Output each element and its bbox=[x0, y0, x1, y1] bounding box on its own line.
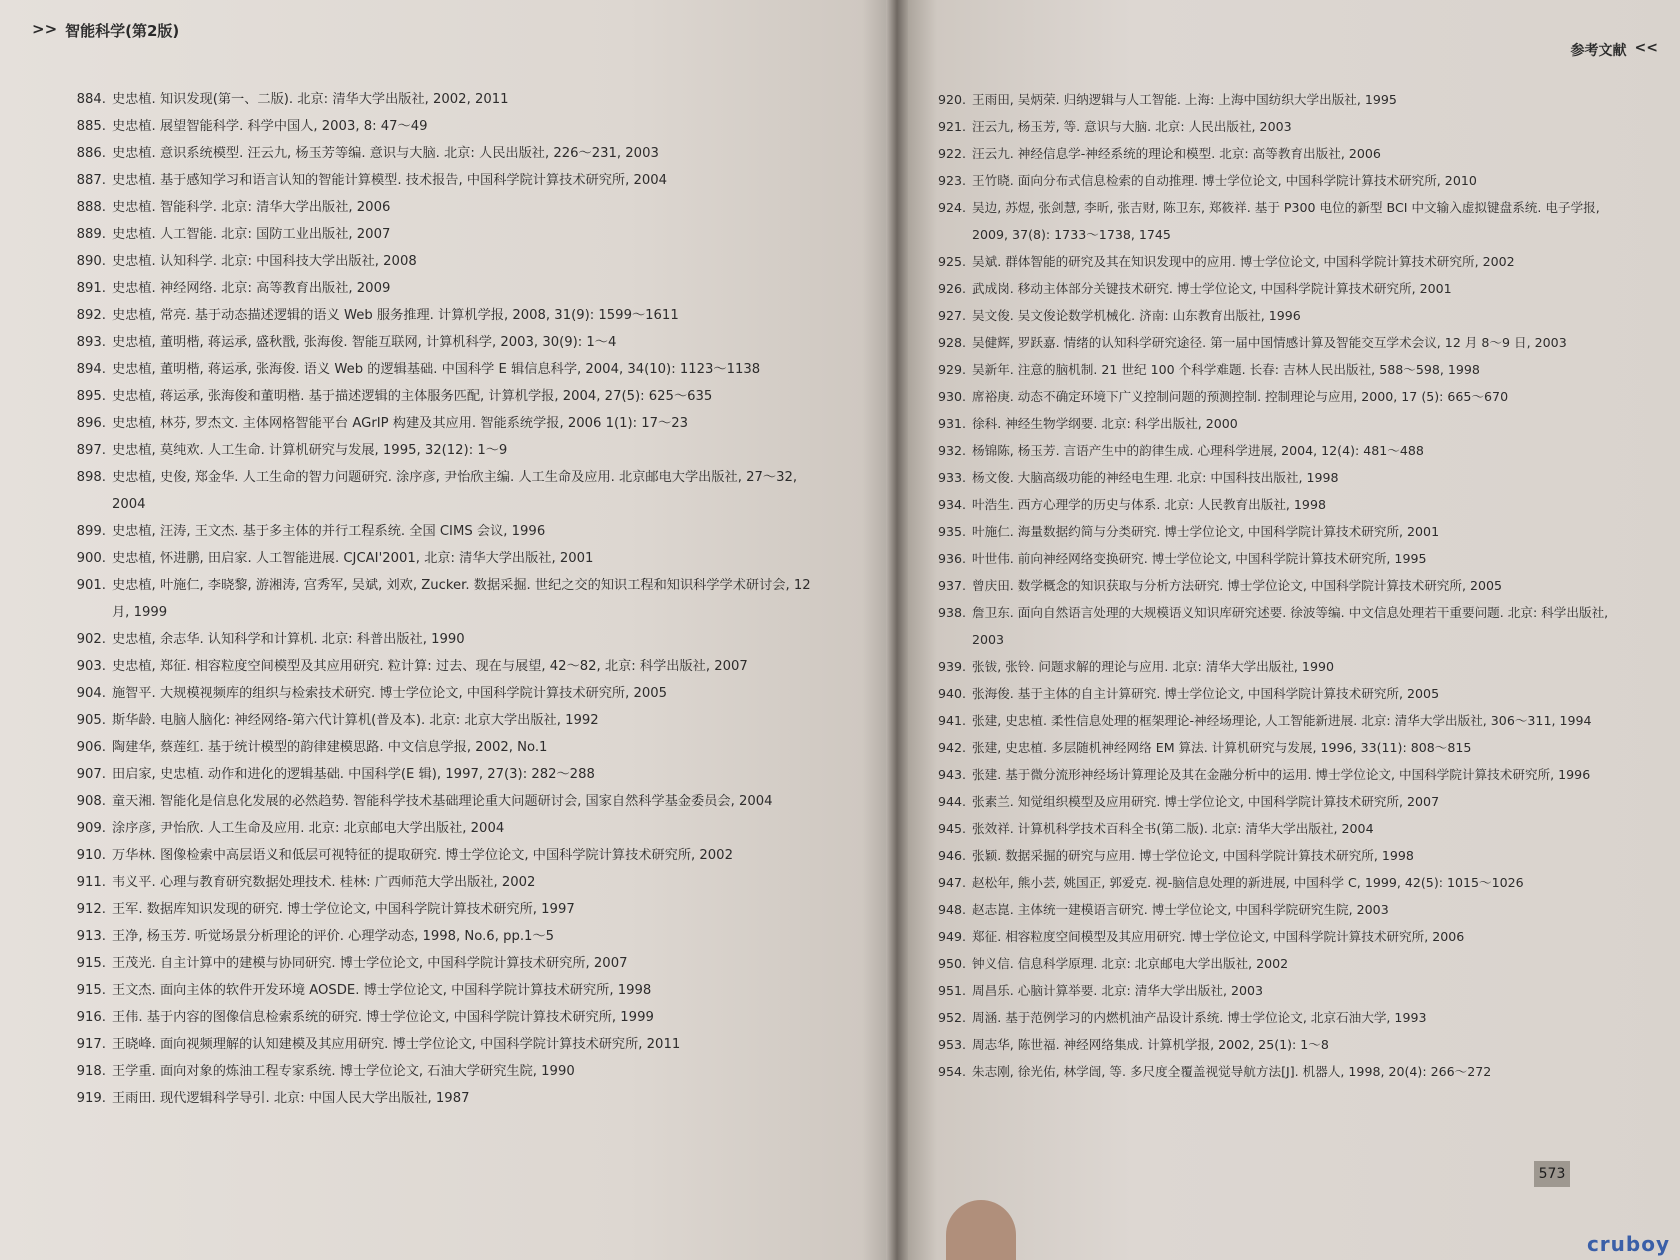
reference-number: 907. bbox=[76, 767, 106, 782]
reference-entry bbox=[62, 572, 822, 626]
reference-number: 941. bbox=[937, 713, 966, 728]
reference-text: 吴健辉, 罗跃嘉. 情绪的认知科学研究途径. 第一届中国情感计算及智能交互学术会议, 12 月 8～9 日, 2003 bbox=[972, 335, 1567, 350]
reference-number: 935. bbox=[937, 524, 966, 539]
reference-entry bbox=[928, 113, 1628, 140]
reference-entry bbox=[62, 410, 822, 437]
reference-text: 斯华龄. 电脑人脑化: 神经网络-第六代计算机(普及本). 北京: 北京大学出版社, 1992 bbox=[112, 713, 599, 728]
reference-number: 902. bbox=[76, 632, 106, 647]
reference-entry bbox=[62, 437, 822, 464]
reference-entry bbox=[928, 464, 1628, 491]
reference-text: 席裕庚. 动态不确定环境下广义控制问题的预测控制. 控制理论与应用, 2000, 17 (5): 665～670 bbox=[972, 389, 1509, 404]
reference-number: 890. bbox=[76, 254, 106, 269]
reference-text: 周涵. 基于范例学习的内燃机油产品设计系统. 博士学位论文, 北京石油大学, 1993 bbox=[972, 1010, 1427, 1025]
reference-entry bbox=[928, 788, 1628, 815]
reference-text: 王茂光. 自主计算中的建模与协同研究. 博士学位论文, 中国科学院计算技术研究所, 2007 bbox=[112, 956, 628, 971]
reference-number: 891. bbox=[76, 281, 106, 296]
reference-text: 汪云九, 杨玉芳, 等. 意识与大脑. 北京: 人民出版社, 2003 bbox=[972, 119, 1292, 134]
reference-number: 899. bbox=[76, 524, 106, 539]
reference-number: 928. bbox=[937, 335, 966, 350]
reference-text: 史忠植. 展望智能科学. 科学中国人, 2003, 8: 47～49 bbox=[112, 119, 428, 134]
reference-text: 史忠植, 怀进鹏, 田启家. 人工智能进展. CJCAI'2001, 北京: 清华大学出版社, 2001 bbox=[112, 551, 594, 566]
reference-number: 887. bbox=[76, 173, 106, 188]
reference-entry bbox=[928, 383, 1628, 410]
reference-text: 张建. 基于微分流形神经场计算理论及其在金融分析中的运用. 博士学位论文, 中国科学院计算技术研究所, 1996 bbox=[972, 767, 1591, 782]
reference-text: 王军. 数据库知识发现的研究. 博士学位论文, 中国科学院计算技术研究所, 1997 bbox=[112, 902, 575, 917]
reference-number: 924. bbox=[937, 200, 966, 215]
reference-entry bbox=[928, 140, 1628, 167]
reference-entry bbox=[62, 1004, 822, 1031]
reference-text: 赵松年, 熊小芸, 姚国正, 郭爱克. 视-脑信息处理的新进展, 中国科学 C, 1999, 42(5): 1015～1026 bbox=[972, 875, 1524, 890]
reference-text: 史忠植, 林芬, 罗杰文. 主体网格智能平台 AGrIP 构建及其应用. 智能系统学报, 2006 1(1): 17～23 bbox=[112, 416, 689, 431]
reference-number: 930. bbox=[937, 389, 966, 404]
reference-entry bbox=[62, 356, 822, 383]
reference-entry bbox=[62, 1058, 822, 1085]
watermark: cruboy bbox=[1586, 1232, 1670, 1256]
reference-number: 895. bbox=[76, 389, 106, 404]
reference-number: 915. bbox=[76, 983, 106, 998]
reference-entry bbox=[928, 1058, 1628, 1085]
reference-entry bbox=[62, 194, 822, 221]
reference-entry bbox=[928, 1031, 1628, 1058]
reference-entry bbox=[928, 815, 1628, 842]
reference-text: 叶世伟. 前向神经网络变换研究. 博士学位论文, 中国科学院计算技术研究所, 1995 bbox=[972, 551, 1427, 566]
reference-text: 史忠植. 神经网络. 北京: 高等教育出版社, 2009 bbox=[112, 281, 391, 296]
reference-number: 925. bbox=[937, 254, 966, 269]
reference-number: 918. bbox=[76, 1064, 106, 1079]
reference-entry bbox=[928, 842, 1628, 869]
reference-entry bbox=[62, 1085, 822, 1112]
reference-number: 944. bbox=[937, 794, 966, 809]
reference-text: 汪云九. 神经信息学-神经系统的理论和模型. 北京: 高等教育出版社, 2006 bbox=[972, 146, 1381, 161]
reference-number: 950. bbox=[937, 956, 966, 971]
reference-text: 叶浩生. 西方心理学的历史与体系. 北京: 人民教育出版社, 1998 bbox=[972, 497, 1326, 512]
reference-number: 931. bbox=[937, 416, 966, 431]
reference-number: 905. bbox=[76, 713, 106, 728]
header-left-mark: >> bbox=[32, 20, 58, 38]
reference-text: 徐科. 神经生物学纲要. 北京: 科学出版社, 2000 bbox=[972, 416, 1238, 431]
reference-entry bbox=[62, 140, 822, 167]
reference-number: 949. bbox=[937, 929, 966, 944]
reference-text: 吴新年. 注意的脑机制. 21 世纪 100 个科学难题. 长春: 吉林人民出版社, 588～598, 1998 bbox=[972, 362, 1480, 377]
reference-text: 杨锦陈, 杨玉芳. 言语产生中的韵律生成. 心理科学进展, 2004, 12(4): 481～488 bbox=[972, 443, 1424, 458]
reference-number: 927. bbox=[937, 308, 966, 323]
reference-entry bbox=[928, 599, 1628, 653]
reference-number: 929. bbox=[937, 362, 966, 377]
reference-number: 900. bbox=[76, 551, 106, 566]
reference-entry bbox=[928, 680, 1628, 707]
reference-entry bbox=[928, 545, 1628, 572]
reference-text: 钟义信. 信息科学原理. 北京: 北京邮电大学出版社, 2002 bbox=[972, 956, 1289, 971]
reference-text: 史忠植, 郑征. 相容粒度空间模型及其应用研究. 粒计算: 过去、现在与展望, 42～82, 北京: 科学出版社, 2007 bbox=[112, 659, 748, 674]
reference-number: 934. bbox=[937, 497, 966, 512]
reference-text: 叶施仁. 海量数据约简与分类研究. 博士学位论文, 中国科学院计算技术研究所, 2001 bbox=[972, 524, 1440, 539]
reference-text: 张建, 史忠植. 柔性信息处理的框架理论-神经场理论, 人工智能新进展. 北京: 清华大学出版社, 306～311, 1994 bbox=[972, 713, 1592, 728]
reference-text: 韦义平. 心理与教育研究数据处理技术. 桂林: 广西师范大学出版社, 2002 bbox=[112, 875, 536, 890]
reference-text: 童天湘. 智能化是信息化发展的必然趋势. 智能科学技术基础理论重大问题研讨会, 国家自然科学基金委员会, 2004 bbox=[112, 794, 773, 809]
reference-text: 杨文俊. 大脑高级功能的神经电生理. 北京: 中国科技出版社, 1998 bbox=[972, 470, 1339, 485]
reference-number: 911. bbox=[76, 875, 106, 890]
right-reference-list bbox=[928, 86, 1628, 1085]
reference-entry bbox=[62, 950, 822, 977]
reference-entry bbox=[928, 518, 1628, 545]
reference-text: 史忠植, 史俊, 郑金华. 人工生命的智力问题研究. 涂序彦, 尹怡欣主编. 人工生命及应用. 北京邮电大学出版社, 27～32, 2004 bbox=[112, 470, 798, 512]
reference-number: 886. bbox=[76, 146, 106, 161]
reference-number: 940. bbox=[937, 686, 966, 701]
reference-text: 王学重. 面向对象的炼油工程专家系统. 博士学位论文, 石油大学研究生院, 1990 bbox=[112, 1064, 575, 1079]
reference-entry bbox=[62, 86, 822, 113]
reference-entry bbox=[928, 86, 1628, 113]
reference-number: 951. bbox=[937, 983, 966, 998]
reference-text: 张效祥. 计算机科学技术百科全书(第二版). 北京: 清华大学出版社, 2004 bbox=[972, 821, 1374, 836]
reference-number: 908. bbox=[76, 794, 106, 809]
reference-entry bbox=[928, 707, 1628, 734]
reference-number: 923. bbox=[937, 173, 966, 188]
reference-entry bbox=[62, 113, 822, 140]
reference-entry bbox=[928, 572, 1628, 599]
reference-entry bbox=[928, 248, 1628, 275]
reference-entry bbox=[62, 653, 822, 680]
reference-entry bbox=[928, 167, 1628, 194]
reference-number: 885. bbox=[76, 119, 106, 134]
reference-text: 张素兰. 知觉组织模型及应用研究. 博士学位论文, 中国科学院计算技术研究所, 2007 bbox=[972, 794, 1440, 809]
reference-text: 郑征. 相容粒度空间模型及其应用研究. 博士学位论文, 中国科学院计算技术研究所, 2006 bbox=[972, 929, 1465, 944]
reference-text: 张钹, 张铃. 问题求解的理论与应用. 北京: 清华大学出版社, 1990 bbox=[972, 659, 1334, 674]
reference-text: 史忠植. 知识发现(第一、二版). 北京: 清华大学出版社, 2002, 2011 bbox=[112, 92, 509, 107]
reference-entry bbox=[62, 221, 822, 248]
reference-entry bbox=[62, 1031, 822, 1058]
reference-text: 史忠植, 董明楷, 蒋运承, 张海俊. 语义 Web 的逻辑基础. 中国科学 E 辑信息科学, 2004, 34(10): 1123～1138 bbox=[112, 362, 761, 377]
reference-number: 906. bbox=[76, 740, 106, 755]
reference-entry bbox=[62, 977, 822, 1004]
reference-text: 万华林. 图像检索中高层语义和低层可视特征的提取研究. 博士学位论文, 中国科学院计算技术研究所, 2002 bbox=[112, 848, 733, 863]
header-right-mark: << bbox=[1634, 40, 1658, 56]
reference-text: 周昌乐. 心脑计算举要. 北京: 清华大学出版社, 2003 bbox=[972, 983, 1264, 998]
reference-number: 920. bbox=[937, 92, 966, 107]
reference-entry bbox=[62, 734, 822, 761]
reference-text: 史忠植, 叶施仁, 李晓黎, 游湘涛, 宫秀军, 吴斌, 刘欢, Zucker. 数据采掘. 世纪之交的知识工程和知识科学学术研讨会, 12 月, 1999 bbox=[112, 578, 811, 620]
reference-number: 937. bbox=[937, 578, 966, 593]
reference-text: 张建, 史忠植. 多层随机神经网络 EM 算法. 计算机研究与发展, 1996, 33(11): 808～815 bbox=[972, 740, 1472, 755]
reference-number: 896. bbox=[76, 416, 106, 431]
reference-number: 893. bbox=[76, 335, 106, 350]
reference-text: 王净, 杨玉芳. 听觉场景分析理论的评价. 心理学动态, 1998, No.6, pp.1～5 bbox=[112, 929, 554, 944]
reference-number: 932. bbox=[937, 443, 966, 458]
reference-text: 吴边, 苏煜, 张剑慧, 李昕, 张吉财, 陈卫东, 郑筱祥. 基于 P300 电位的新型 BCI 中文输入虚拟键盘系统. 电子学报, 2009, 37(8): 1733～1738, 1745 bbox=[972, 200, 1600, 242]
reference-text: 王伟. 基于内容的图像信息检索系统的研究. 博士学位论文, 中国科学院计算技术研究所, 1999 bbox=[112, 1010, 654, 1025]
reference-entry bbox=[62, 896, 822, 923]
reference-number: 884. bbox=[76, 92, 106, 107]
running-header-left bbox=[32, 20, 179, 41]
reference-entry bbox=[928, 329, 1628, 356]
reference-entry bbox=[62, 167, 822, 194]
reference-number: 888. bbox=[76, 200, 106, 215]
reference-text: 史忠植, 汪涛, 王文杰. 基于多主体的并行工程系统. 全国 CIMS 会议, 1996 bbox=[112, 524, 546, 539]
reference-text: 吴斌. 群体智能的研究及其在知识发现中的应用. 博士学位论文, 中国科学院计算技术研究所, 2002 bbox=[972, 254, 1515, 269]
reference-entry bbox=[928, 977, 1628, 1004]
reference-entry bbox=[928, 194, 1628, 248]
reference-entry bbox=[62, 869, 822, 896]
reference-entry bbox=[928, 437, 1628, 464]
reference-number: 926. bbox=[937, 281, 966, 296]
reference-number: 942. bbox=[937, 740, 966, 755]
reference-text: 吴文俊. 吴文俊论数学机械化. 济南: 山东教育出版社, 1996 bbox=[972, 308, 1301, 323]
reference-number: 919. bbox=[76, 1091, 106, 1106]
reference-text: 王晓峰. 面向视频理解的认知建模及其应用研究. 博士学位论文, 中国科学院计算技术研究所, 2011 bbox=[112, 1037, 681, 1052]
reference-text: 史忠植. 智能科学. 北京: 清华大学出版社, 2006 bbox=[112, 200, 391, 215]
reference-text: 陶建华, 蔡莲红. 基于统计模型的韵律建模思路. 中文信息学报, 2002, No.1 bbox=[112, 740, 548, 755]
reference-number: 947. bbox=[937, 875, 966, 890]
reference-entry bbox=[928, 1004, 1628, 1031]
reference-number: 916. bbox=[76, 1010, 106, 1025]
reference-entry bbox=[62, 788, 822, 815]
reference-number: 953. bbox=[937, 1037, 966, 1052]
reference-entry bbox=[62, 518, 822, 545]
reference-text: 朱志刚, 徐光佑, 林学訚, 等. 多尺度全覆盖视觉导航方法[J]. 机器人, 1998, 20(4): 266～272 bbox=[972, 1064, 1492, 1079]
reference-number: 954. bbox=[937, 1064, 966, 1079]
reference-text: 詹卫东. 面向自然语言处理的大规模语义知识库研究述要. 徐波等编. 中文信息处理若干重要问题. 北京: 科学出版社, 2003 bbox=[972, 605, 1609, 647]
reference-entry bbox=[62, 842, 822, 869]
reference-text: 史忠植, 蒋运承, 张海俊和董明楷. 基于描述逻辑的主体服务匹配, 计算机学报, 2004, 27(5): 625～635 bbox=[112, 389, 713, 404]
reference-text: 田启家, 史忠植. 动作和进化的逻辑基础. 中国科学(E 辑), 1997, 27(3): 282～288 bbox=[112, 767, 595, 782]
reference-number: 903. bbox=[76, 659, 106, 674]
reference-entry bbox=[928, 896, 1628, 923]
reference-number: 938. bbox=[937, 605, 966, 620]
reference-number: 948. bbox=[937, 902, 966, 917]
reference-entry bbox=[928, 734, 1628, 761]
reference-entry bbox=[928, 950, 1628, 977]
reference-number: 922. bbox=[937, 146, 966, 161]
reference-entry bbox=[928, 653, 1628, 680]
reference-number: 913. bbox=[76, 929, 106, 944]
reference-text: 王竹晓. 面向分布式信息检索的自动推理. 博士学位论文, 中国科学院计算技术研究所, 2010 bbox=[972, 173, 1477, 188]
reference-text: 武成岗. 移动主体部分关键技术研究. 博士学位论文, 中国科学院计算技术研究所, 2001 bbox=[972, 281, 1452, 296]
reference-entry bbox=[928, 869, 1628, 896]
reference-number: 915. bbox=[76, 956, 106, 971]
reference-text: 史忠植. 基于感知学习和语言认知的智能计算模型. 技术报告, 中国科学院计算技术研究所, 2004 bbox=[112, 173, 668, 188]
reference-entry bbox=[928, 410, 1628, 437]
reference-text: 史忠植, 余志华. 认知科学和计算机. 北京: 科普出版社, 1990 bbox=[112, 632, 465, 647]
reference-text: 张海俊. 基于主体的自主计算研究. 博士学位论文, 中国科学院计算技术研究所, 2005 bbox=[972, 686, 1440, 701]
header-right-title: 参考文献 bbox=[1570, 43, 1627, 59]
reference-entry bbox=[62, 275, 822, 302]
reference-text: 王雨田. 现代逻辑科学导引. 北京: 中国人民大学出版社, 1987 bbox=[112, 1091, 470, 1106]
book-spine bbox=[886, 0, 908, 1260]
reference-entry bbox=[62, 923, 822, 950]
reference-entry bbox=[928, 491, 1628, 518]
reference-number: 889. bbox=[76, 227, 106, 242]
reference-number: 904. bbox=[76, 686, 106, 701]
reference-entry bbox=[62, 707, 822, 734]
reference-entry bbox=[62, 248, 822, 275]
reference-number: 943. bbox=[937, 767, 966, 782]
reference-entry bbox=[62, 680, 822, 707]
reference-number: 939. bbox=[937, 659, 966, 674]
reference-text: 史忠植, 常亮. 基于动态描述逻辑的语义 Web 服务推理. 计算机学报, 2008, 31(9): 1599～1611 bbox=[112, 308, 679, 323]
reference-number: 921. bbox=[937, 119, 966, 134]
header-left-title: 智能科学(第2版) bbox=[65, 22, 180, 40]
reference-entry bbox=[62, 815, 822, 842]
reference-text: 涂序彦, 尹怡欣. 人工生命及应用. 北京: 北京邮电大学出版社, 2004 bbox=[112, 821, 505, 836]
reference-entry bbox=[928, 275, 1628, 302]
left-reference-list bbox=[62, 86, 822, 1112]
reference-text: 史忠植, 莫纯欢. 人工生命. 计算机研究与发展, 1995, 32(12): 1～9 bbox=[112, 443, 508, 458]
reference-text: 赵志崑. 主体统一建模语言研究. 博士学位论文, 中国科学院研究生院, 2003 bbox=[972, 902, 1389, 917]
reference-entry bbox=[928, 923, 1628, 950]
reference-entry bbox=[928, 356, 1628, 383]
reference-entry bbox=[62, 302, 822, 329]
reference-entry bbox=[62, 329, 822, 356]
reference-number: 897. bbox=[76, 443, 106, 458]
reference-entry bbox=[62, 464, 822, 518]
reference-entry bbox=[62, 626, 822, 653]
reference-text: 史忠植. 人工智能. 北京: 国防工业出版社, 2007 bbox=[112, 227, 391, 242]
reference-number: 894. bbox=[76, 362, 106, 377]
reference-text: 王雨田, 吴炳荣. 归纳逻辑与人工智能. 上海: 上海中国纺织大学出版社, 1995 bbox=[972, 92, 1397, 107]
reference-entry bbox=[928, 302, 1628, 329]
page-number: 573 bbox=[1534, 1161, 1570, 1187]
reference-number: 909. bbox=[76, 821, 106, 836]
reference-number: 933. bbox=[937, 470, 966, 485]
reference-entry bbox=[928, 761, 1628, 788]
reference-number: 910. bbox=[76, 848, 106, 863]
reference-text: 张颖. 数据采掘的研究与应用. 博士学位论文, 中国科学院计算技术研究所, 1998 bbox=[972, 848, 1414, 863]
reference-text: 史忠植. 意识系统模型. 汪云九, 杨玉芳等编. 意识与大脑. 北京: 人民出版社, 226～231, 2003 bbox=[112, 146, 659, 161]
reference-entry bbox=[62, 383, 822, 410]
reference-number: 892. bbox=[76, 308, 106, 323]
reference-number: 946. bbox=[937, 848, 966, 863]
reference-entry bbox=[62, 545, 822, 572]
reference-text: 王文杰. 面向主体的软件开发环境 AOSDE. 博士学位论文, 中国科学院计算技术研究所, 1998 bbox=[112, 983, 652, 998]
reference-number: 952. bbox=[937, 1010, 966, 1025]
running-header-right bbox=[1571, 40, 1658, 60]
reference-text: 施智平. 大规模视频库的组织与检索技术研究. 博士学位论文, 中国科学院计算技术研究所, 2005 bbox=[112, 686, 668, 701]
reference-number: 945. bbox=[937, 821, 966, 836]
reference-number: 936. bbox=[937, 551, 966, 566]
reference-entry bbox=[62, 761, 822, 788]
reference-text: 曾庆田. 数学概念的知识获取与分析方法研究. 博士学位论文, 中国科学院计算技术研究所, 2005 bbox=[972, 578, 1503, 593]
reference-text: 史忠植. 认知科学. 北京: 中国科技大学出版社, 2008 bbox=[112, 254, 417, 269]
reference-number: 912. bbox=[76, 902, 106, 917]
reference-text: 史忠植, 董明楷, 蒋运承, 盛秋戬, 张海俊. 智能互联网, 计算机科学, 2003, 30(9): 1～4 bbox=[112, 335, 617, 350]
reference-number: 898. bbox=[76, 470, 106, 485]
reference-number: 917. bbox=[76, 1037, 106, 1052]
reference-number: 901. bbox=[76, 578, 106, 593]
reference-text: 周志华, 陈世福. 神经网络集成. 计算机学报, 2002, 25(1): 1～8 bbox=[972, 1037, 1329, 1052]
